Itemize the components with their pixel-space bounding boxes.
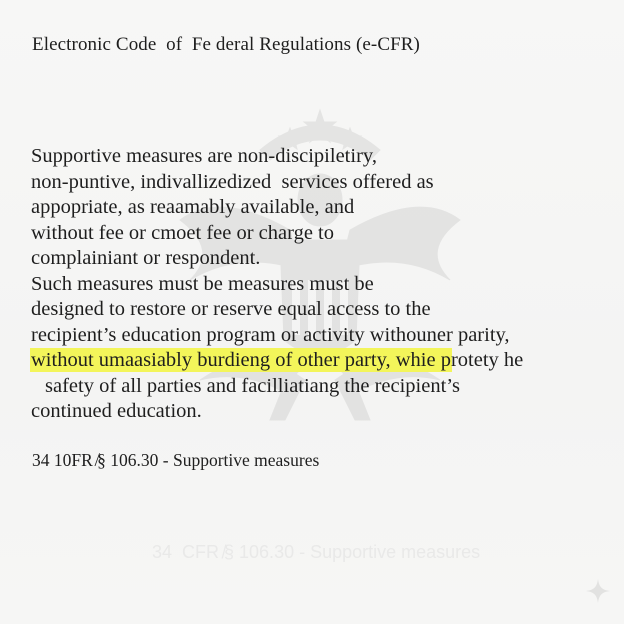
text-line: recipient’s education program or activity withouner parity, <box>31 323 510 346</box>
text-line: complainiant or respondent. <box>31 247 261 269</box>
text-line: Such measures must be measures must be <box>31 272 374 295</box>
watermark-citation: 34 CFR ̸§ 106.30 - Supportive measures <box>152 542 481 562</box>
citation-text: 34 10FR ̸§ 106.30 - Supportive measures <box>32 450 320 470</box>
text-line: without fee or cmoet fee or charge to <box>31 221 335 244</box>
text-line-continuation: rotety he <box>450 349 524 371</box>
text-line: safety of all parties and facilliatiang the recipient’s <box>45 374 460 397</box>
text-line-highlighted <box>31 348 601 374</box>
text-line: designed to restore or reserve equal access to the <box>31 298 431 320</box>
text-line: continued education. <box>31 400 202 422</box>
sparkle-icon <box>585 578 611 604</box>
highlighted-text: without umaasiably burdieng of other party, whie p <box>31 349 451 371</box>
document-title: Electronic Code of Fe deral Regulations (e-CFR) <box>32 34 420 55</box>
text-line: appopriate, as reaamably available, and <box>31 196 355 218</box>
regulation-text <box>31 144 601 425</box>
text-line: non-puntive, indivallizedized services offered as <box>31 170 434 193</box>
text-line: Supportive measures are non-discipiletiry, <box>31 145 377 167</box>
